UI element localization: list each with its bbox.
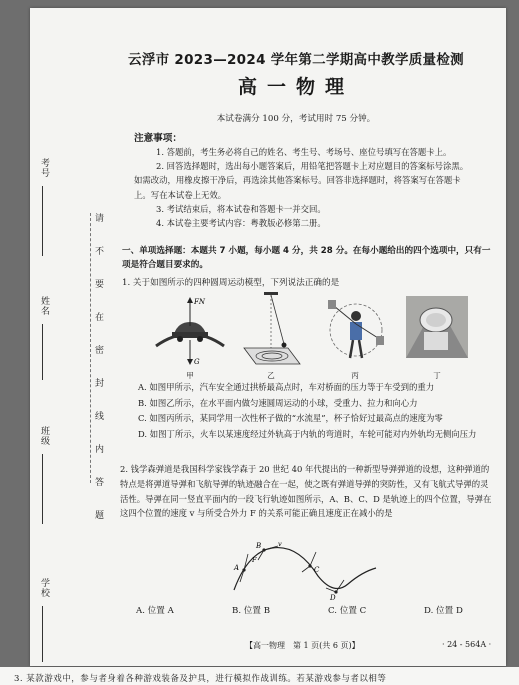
force-label: F [252,556,257,564]
q1-option-d[interactable]: D. 如图丁所示，火车以某速度经过外轨高于内轨的弯道时，车轮可能对内外轨均无侧向压力 [138,428,477,439]
point-a-label: A [234,564,240,572]
q2-option-d[interactable]: D. 位置 D [424,606,463,616]
name-line [42,324,43,380]
score-info: 本试卷满分 100 分，考试用时 75 分钟。 [216,114,376,124]
binding-margin [30,8,108,666]
figure-caption-jia: 甲 [186,371,194,380]
next-question-text: 3. 某款游戏中，参与者身着各种游戏装备及护具，进行模拟作战训练。若某游戏参与者以相等 [14,674,387,684]
point-c-label: C [314,566,320,574]
gravity-label: G [194,358,200,366]
figure-ding-train-curve [406,292,468,364]
notice-list [134,145,474,230]
notice-item: 2. 回答选择题时，选出每小题答案后，用铅笔把答题卡上对应题目的答案标号涂黑。如需改动，用橡皮擦干净后，再选涂其他答案标号。回答非选择题时，将答案写在答题卡上。写在本试卷上无效。 [134,161,469,200]
question-1-figures [154,292,484,382]
exam-title: 云浮市 2023—2024 学年第二学期高中教学质量检测 [128,52,464,68]
section-heading: 一、单项选择题：本题共 7 小题，每小题 4 分，共 28 分。在每小题给出的四个选项中，只有一项是符合题目要求的。 [122,246,491,271]
figure-caption-bing: 丙 [351,371,359,380]
figure-jia-car-bridge [154,292,226,370]
notice-heading: 注意事项： [134,133,182,144]
figure-caption-yi: 乙 [267,371,275,380]
page-footer: 【高一物理 第 1 页(共 6 页)】 [245,641,360,650]
question-2-stem [120,462,494,521]
question-1-options [138,380,494,442]
q2-option-b[interactable]: B. 位置 B [232,606,271,616]
q1-option-b[interactable]: B. 如图乙所示，在水平面内做匀速圆周运动的小球，受重力、拉力和向心力 [138,397,418,408]
q1-option-c[interactable]: C. 如图丙所示，某同学用一次性杯子做的“水流星”，杯子恰好过最高点的速度为零 [138,413,443,424]
school-line [42,606,43,662]
notice-item: 3. 考试结束后，将本试卷和答题卡一并交回。 [156,203,326,214]
figure-yi-conical-pendulum [240,292,302,370]
class-line [42,454,43,524]
name-label: 姓名 [39,296,49,316]
question-1-stem: 1. 关于如图所示的四种圆周运动模型，下列说法正确的是 [122,278,340,288]
normal-force-label: FN [194,298,205,306]
class-label: 班级 [39,426,49,446]
figure-bing-water-meteor [324,292,386,370]
q2-stem-text: 2. 钱学森弹道是我国科学家钱学森于 20 世纪 40 年代提出的一种新型导弹弹道的设想，这种弹道的特点是将弹道导弹和飞航导弹的轨迹融合在一起，使之既有弹道导弹的突防性，又有飞航式导弹的灵活性。导弹在同一竖直平面内的一段飞行轨迹如图所示，A、B、C、D 是轨迹上的四个位置，导弹在这四个位置的速度 v 与所受合外力 F 的关系可能正确且速度正在减小的是 [120,464,492,519]
figure-caption-ding: 丁 [433,371,441,380]
point-d-label: D [330,594,336,600]
next-page-peek [0,667,519,685]
q2-option-a[interactable]: A. 位置 A [136,606,174,616]
exam-paper-page [30,8,506,666]
notice-item: 1. 答题前，考生务必将自己的姓名、考生号、考场号、座位号填写在答题卡上。 [156,147,452,157]
subject-title: 高一物理 [237,76,354,98]
point-b-label: B [256,542,262,550]
velocity-label: v [278,540,282,548]
seal-warning: 请不要在密封线内答题 [93,213,103,543]
q1-option-a[interactable]: A. 如图甲所示，汽车安全通过拱桥最高点时，车对桥面的压力等于车受到的重力 [138,382,435,392]
seal-line [90,213,91,483]
exam-no-line [42,186,43,256]
notice-item: 4. 本试卷主要考试内容：粤教版必修第二册。 [156,218,326,229]
q2-option-c[interactable]: C. 位置 C [328,606,367,616]
school-label: 学校 [39,578,49,598]
figure-trajectory [230,538,380,600]
exam-no-label: 考号 [39,158,49,178]
paper-code: · 24 - 564A · [442,640,492,649]
